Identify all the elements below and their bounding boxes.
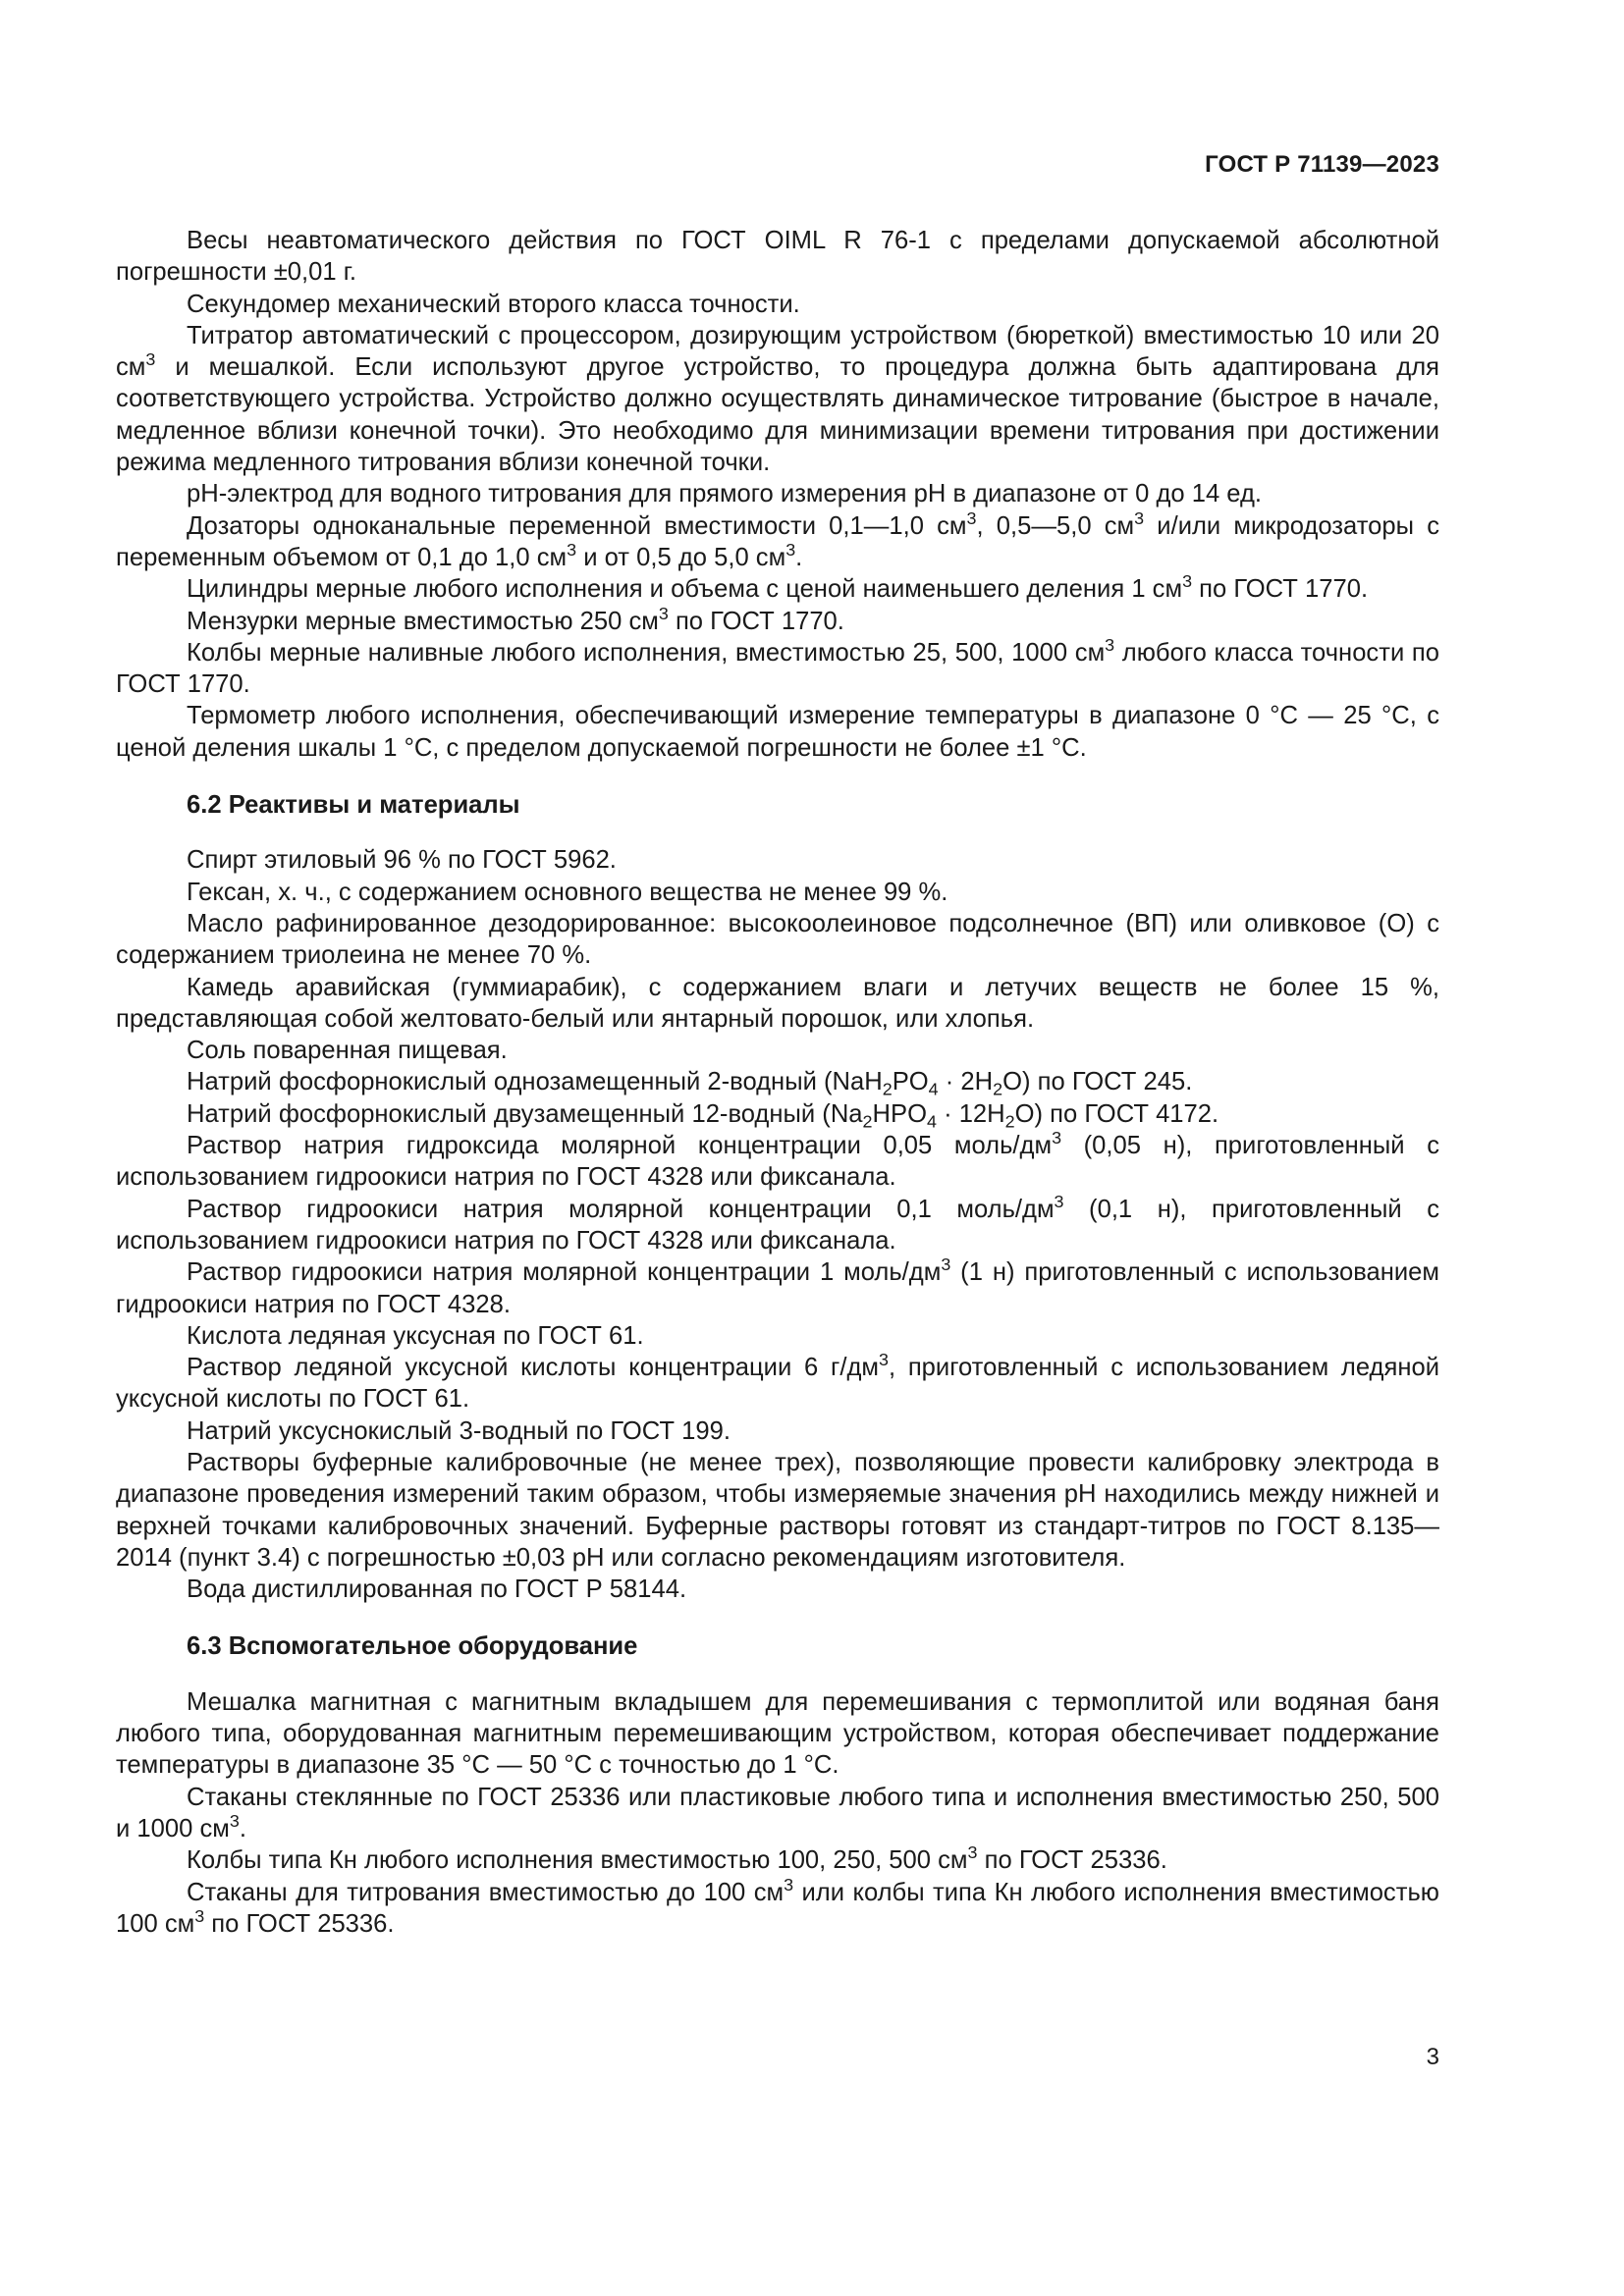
- document-body: [116, 225, 1439, 1940]
- section-heading-reagents: 6.2 Реактивы и материалы: [187, 791, 520, 820]
- paragraph-titration-beakers: Стаканы для титрования вместимостью до 100 $см^3$ или колбы типа Кн любого исполнения вместимостью 100 $см^3$ по ГОСТ 25336.: [116, 1874, 1439, 1938]
- paragraph-salt: Соль поваренная пищевая.: [187, 1037, 508, 1065]
- paragraph-kn-flasks: Колбы типа Кн любого исполнения вместимостью 100, 250, 500 $см^3$ по ГОСТ 25336.: [187, 1842, 1167, 1875]
- document-code-header: ГОСТ Р 71139—2023: [1205, 151, 1439, 178]
- paragraph-acetic-acid-solution: Раствор ледяной уксусной кислоты концентрации 6 $г/дм^3$, приготовленный с использованием ледяной уксусной кислоты по ГОСТ 61.: [116, 1350, 1439, 1414]
- paragraph-oil: Масло рафинированное дезодорированное: высокоолеиновое подсолнечное (ВП) или оливковое (О) с содержанием триолеина не менее 70 %.: [116, 909, 1439, 970]
- paragraph-sodium-acetate: Натрий уксуснокислый 3-водный по ГОСТ 199.: [187, 1416, 731, 1445]
- paragraph-stopwatch: Секундомер механический второго класса точности.: [187, 290, 800, 318]
- paragraph-naoh-005: Раствор натрия гидроксида молярной концентрации 0,05 моль/$дм^3$ (0,05 н), приготовленный с использованием гидроокиси натрия по ГОСТ 4328 или фиксанала.: [116, 1128, 1439, 1192]
- paragraph-scales: Весы неавтоматического действия по ГОСТ OIML R 76-1 с пределами допускаемой абсолютной погрешности ±0,01 г.: [116, 227, 1439, 287]
- paragraph-magnetic-stirrer: Мешалка магнитная с магнитным вкладышем для перемешивания с термоплитой или водяная баня любого типа, оборудованная магнитным перемешивающим устройством, которая обеспечивает поддержание температуры в диапазоне 35 °С — 50 °С с точностью до 1 °С.: [116, 1687, 1439, 1780]
- paragraph-sodium-phosphate-di: Натрий фосфорнокислый двузамещенный 12-водный $(Na_2HPO_4 \cdot 12H_2O)$ по ГОСТ 4172.: [187, 1099, 1219, 1132]
- paragraph-gum-arabic: Камедь аравийская (гуммиарабик), с содержанием влаги и летучих веществ не более 15 %, представляющая собой желтовато-белый или янтарный порошок, или хлопья.: [116, 973, 1439, 1033]
- paragraph-ph-electrode: pH-электрод для водного титрования для прямого измерения pH в диапазоне от 0 до 14 ед.: [187, 480, 1263, 508]
- paragraph-naoh-01: Раствор гидроокиси натрия молярной концентрации 0,1 моль/$дм^3$ (0,1 н), приготовленный с использованием гидроокиси натрия по ГОСТ 4328 или фиксанала.: [116, 1191, 1440, 1255]
- paragraph-titrator: Титратор автоматический с процессором, дозирующим устройством (бюреткой) вместимостью 10 или 20 $см^3$ и мешалкой. Если используют другое устройство, то процедура должна быть адаптирована для соответствующего устройства. Устройство должно осуществлять динамическое титрование (быстрое в начале, медленное вблизи конечной точки). Это необходимо для минимизации времени титрования при достижении режима медленного титрования вблизи конечной точки.: [116, 321, 1439, 477]
- paragraph-cylinders: Цилиндры мерные любого исполнения и объема с ценой наименьшего деления 1 $см^3$ по ГОСТ 1770.: [187, 571, 1369, 604]
- paragraph-dispensers: Дозаторы одноканальные переменной вместимости 0,1—1,0 $см^3$, 0,5—5,0 $см^3$ и/или микродозаторы с переменным объемом от 0,1 до 1,0 $см^3$ и от 0,5 до 5,0 $см^3$.: [116, 507, 1439, 571]
- paragraph-glass-beakers: Стаканы стеклянные по ГОСТ 25336 или пластиковые любого типа и исполнения вместимостью 250, 500 и 1000 $см^3$.: [116, 1783, 1439, 1842]
- paragraph-buffer-solutions: Растворы буферные калибровочные (не менее трех), позволяющие провести калибровку электрода в диапазоне проведения измерений таким образом, чтобы измеряемые значения pH находились между нижней и верхней точками калибровочных значений. Буферные растворы готовят из стандарт-титров по ГОСТ 8.135—2014 (пункт 3.4) с погрешностью ±0,03 pH или согласно рекомендациям изготовителя.: [116, 1448, 1439, 1572]
- section-heading-auxiliary-equipment: 6.3 Вспомогательное оборудование: [187, 1632, 638, 1661]
- paragraph-naoh-1: Раствор гидроокиси натрия молярной концентрации 1 моль/$дм^3$ (1 н) приготовленный с использованием гидроокиси натрия по ГОСТ 4328.: [116, 1255, 1439, 1318]
- paragraph-ethanol: Спирт этиловый 96 % по ГОСТ 5962.: [187, 846, 617, 875]
- page-number: 3: [1426, 2044, 1439, 2070]
- paragraph-volumetric-flasks: Колбы мерные наливные любого исполнения, вместимостью 25, 500, 1000 $см^3$ любого класса точности по ГОСТ 1770.: [116, 635, 1439, 699]
- paragraph-sodium-phosphate-mono: Натрий фосфорнокислый однозамещенный 2-водный $(NaH_2PO_4 \cdot 2H_2O)$ по ГОСТ 245.: [187, 1068, 1193, 1099]
- paragraph-thermometer: Термометр любого исполнения, обеспечивающий измерение температуры в диапазоне 0 °С — 25 °С, с ценой деления шкалы 1 °С, с пределом допускаемой погрешности не более ±1 °С.: [116, 702, 1439, 762]
- paragraph-distilled-water: Вода дистиллированная по ГОСТ Р 58144.: [187, 1575, 687, 1604]
- paragraph-acetic-acid: Кислота ледяная уксусная по ГОСТ 61.: [187, 1321, 644, 1350]
- paragraph-hexane: Гексан, х. ч., с содержанием основного вещества не менее 99 %.: [187, 878, 948, 906]
- paragraph-beakers-graduated: Мензурки мерные вместимостью 250 $см^3$ по ГОСТ 1770.: [187, 603, 844, 635]
